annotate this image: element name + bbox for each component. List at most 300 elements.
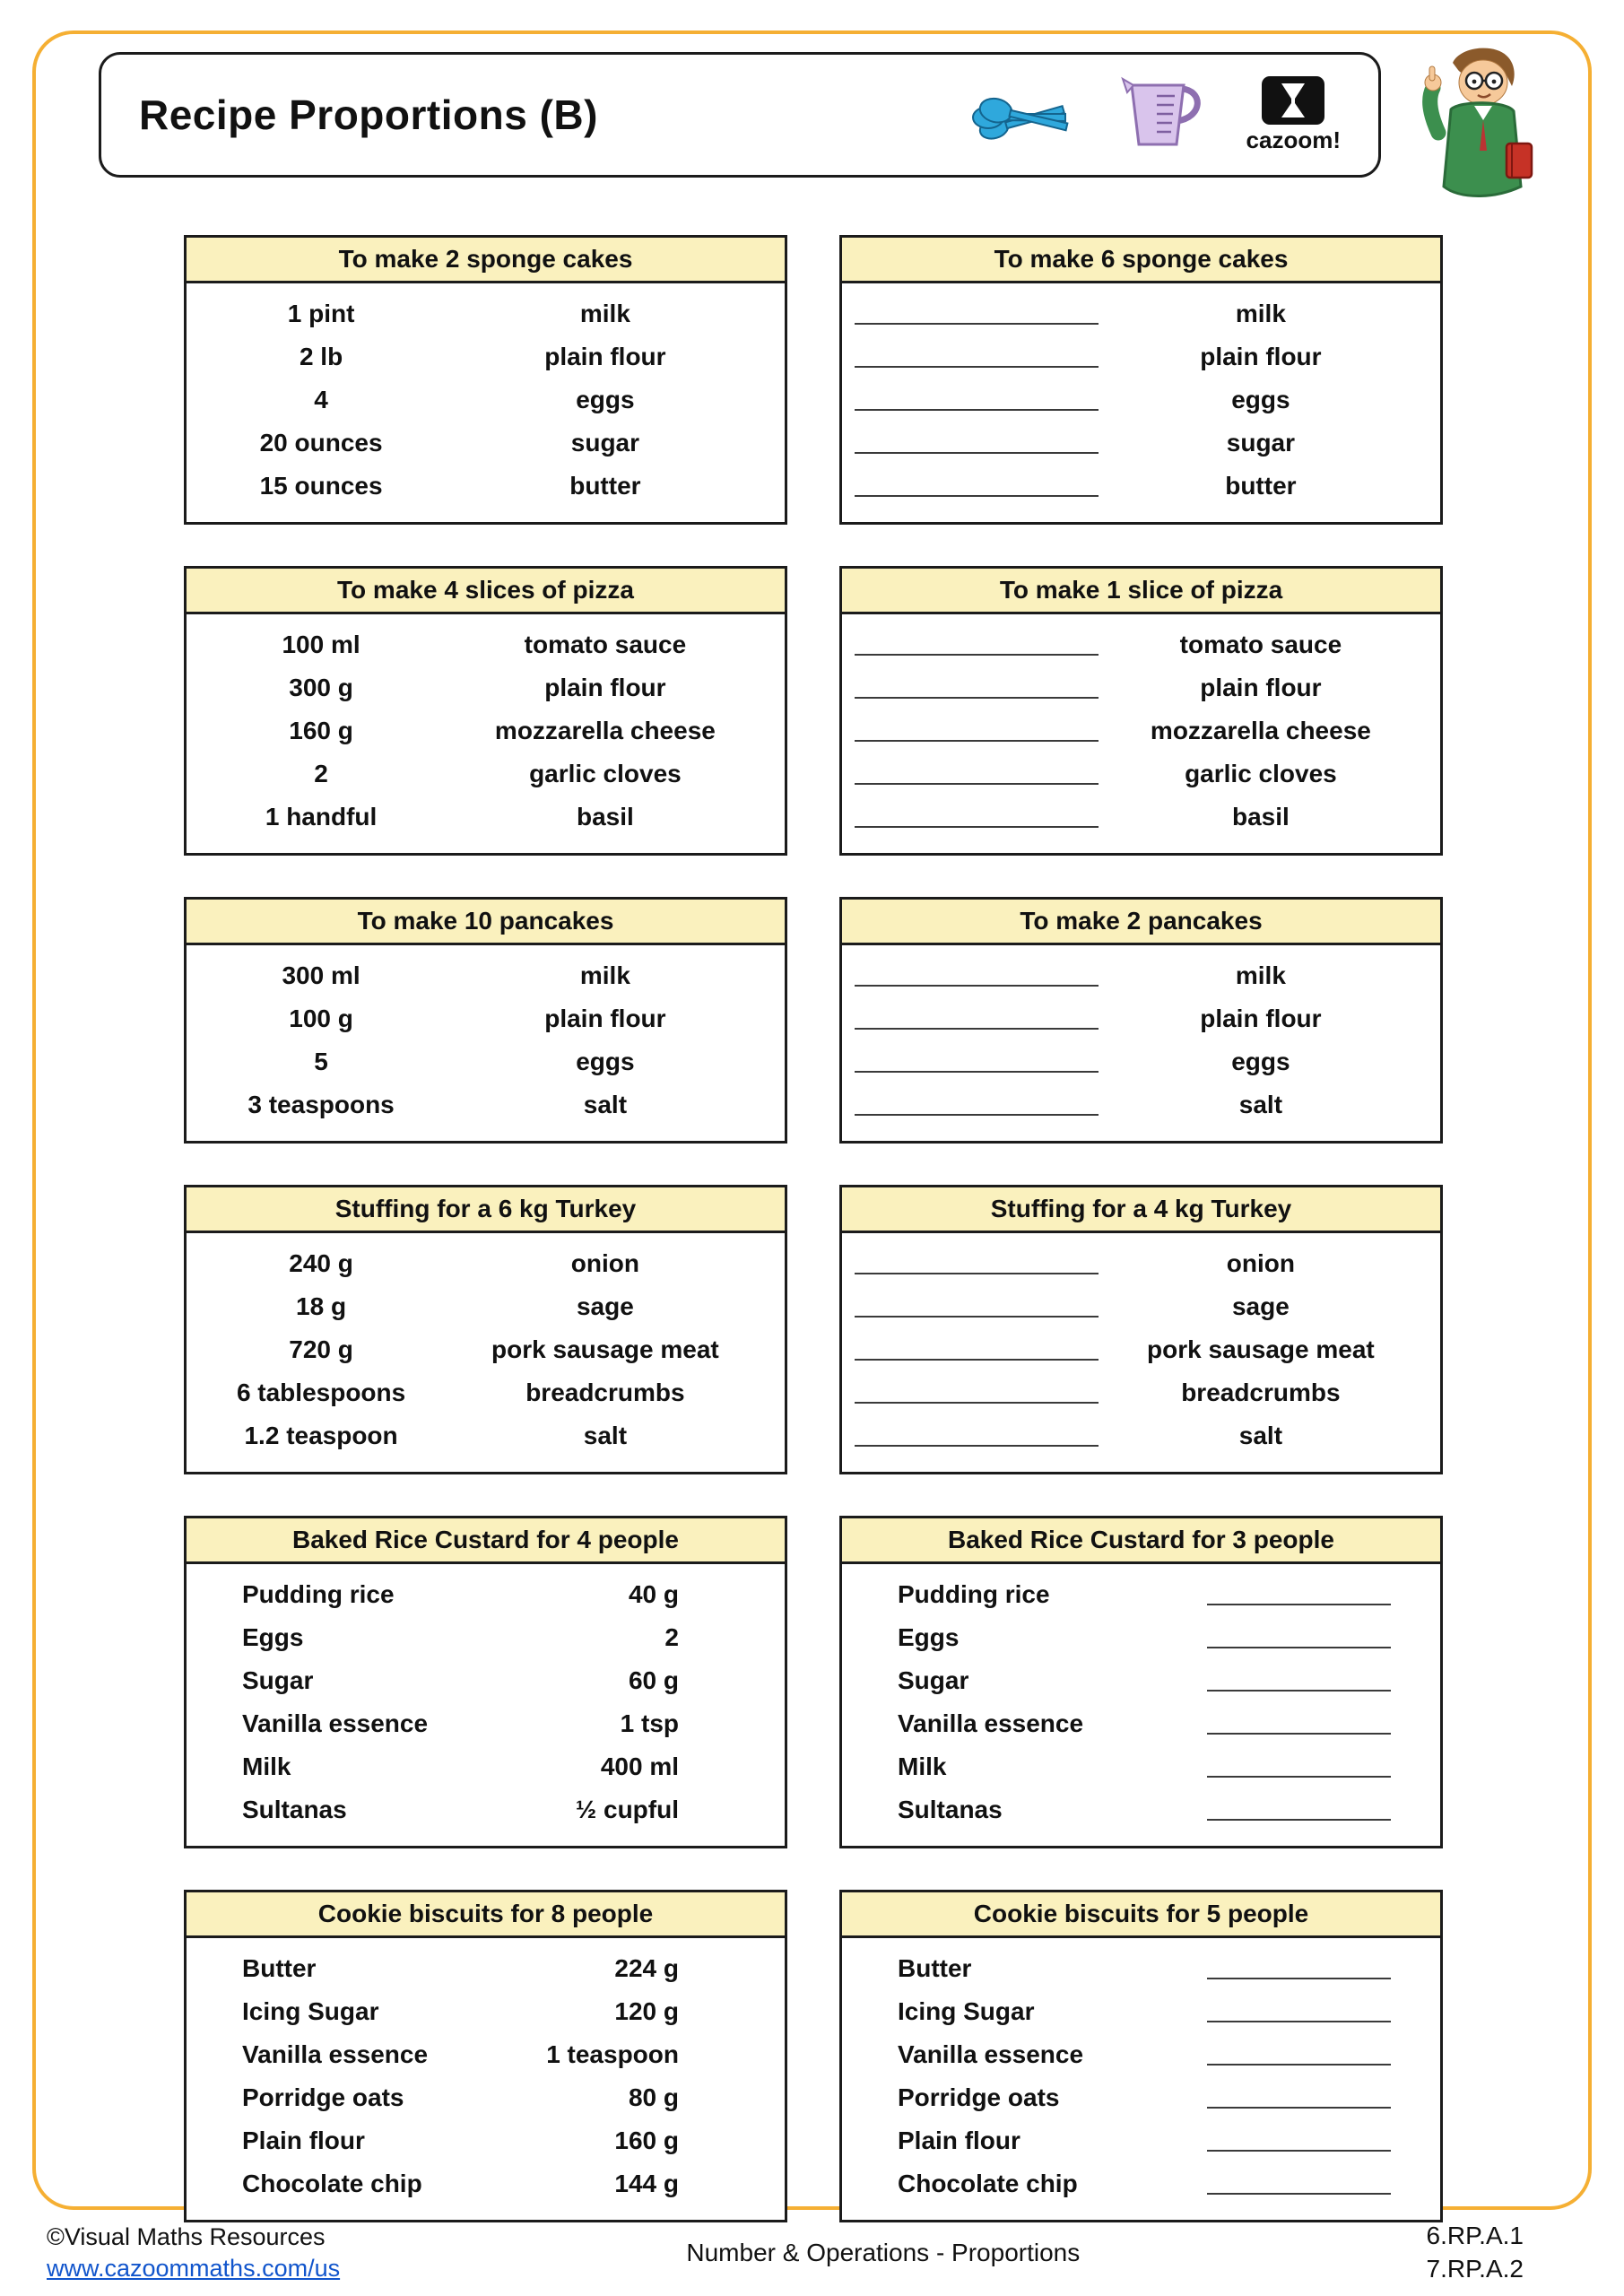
ingredient-name: onion (1226, 1249, 1295, 1277)
recipe-box-title: To make 4 slices of pizza (187, 569, 785, 614)
amount-cell (842, 1420, 1111, 1453)
amount-cell (971, 1952, 1440, 1986)
amount-value: 80 g (628, 2083, 679, 2111)
recipe-line (842, 1659, 1440, 1702)
amount-cell (1083, 1708, 1440, 1741)
amount-cell (842, 427, 1111, 460)
answer-blank[interactable] (855, 1377, 1099, 1404)
amount-value: 400 ml (600, 1752, 679, 1780)
recipe-box-title: To make 10 pancakes (187, 900, 785, 945)
amount-cell (187, 1004, 456, 1033)
recipe-line (187, 378, 785, 422)
ingredient-name: Sultanas (242, 1796, 347, 1823)
ingredient-name: Icing Sugar (242, 1997, 379, 2025)
recipe-line (187, 465, 785, 508)
ingredient-name: Milk (242, 1752, 291, 1780)
standard-code-1: 6.RP.A.1 (1426, 2222, 1524, 2250)
answer-blank[interactable] (855, 1046, 1099, 1073)
amount-cell (187, 386, 456, 414)
recipe-row (184, 897, 1443, 1144)
recipe-line (842, 1947, 1440, 1990)
amount-cell (842, 1248, 1111, 1281)
recipes-grid (184, 235, 1443, 2222)
amount-value: ½ cupful (575, 1796, 679, 1823)
ingredient-name: salt (1238, 1422, 1283, 1449)
recipe-box-title: Cookie biscuits for 8 people (187, 1892, 785, 1938)
recipe-box (839, 235, 1443, 525)
ingredient-name: plain flour (544, 674, 666, 701)
ingredient-name: Eggs (242, 1623, 304, 1651)
recipe-row (184, 1516, 1443, 1848)
recipe-line (842, 1328, 1440, 1371)
ingredient-name: milk (579, 961, 630, 989)
amount-value: 2 lb (299, 343, 343, 370)
recipe-line (187, 1040, 785, 1083)
cazoom-logo-text: cazoom! (1246, 126, 1341, 153)
recipe-line (842, 2119, 1440, 2162)
recipe-box-body (187, 1564, 785, 1846)
ingredient-name: Vanilla essence (242, 2040, 429, 2068)
recipe-line (842, 1745, 1440, 1788)
amount-value: 720 g (289, 1335, 353, 1363)
ingredient-name: Eggs (898, 1623, 960, 1651)
recipe-line (842, 997, 1440, 1040)
amount-cell (291, 1752, 785, 1781)
standards-codes (1427, 2220, 1524, 2285)
recipe-box (839, 566, 1443, 856)
recipe-line (187, 954, 785, 997)
recipe-line (842, 2033, 1440, 2076)
amount-value: 5 (314, 1048, 328, 1075)
amount-cell (1020, 2125, 1440, 2158)
ingredient-name: Icing Sugar (898, 1997, 1035, 2025)
recipe-line (842, 1702, 1440, 1745)
ingredient-name: plain flour (1200, 674, 1322, 701)
amount-cell (842, 1089, 1111, 1122)
answer-blank[interactable] (855, 341, 1099, 368)
amount-value: 120 g (614, 1997, 679, 2025)
amount-cell (842, 298, 1111, 331)
recipe-box-body (842, 283, 1440, 522)
amount-cell (187, 1378, 456, 1407)
recipe-line (187, 623, 785, 666)
recipe-line (187, 2162, 785, 2205)
recipe-box (184, 1185, 787, 1474)
recipe-line (842, 465, 1440, 508)
recipe-line (842, 1242, 1440, 1285)
recipe-box-title: Baked Rice Custard for 4 people (187, 1518, 785, 1564)
recipe-line (187, 2076, 785, 2119)
answer-blank[interactable] (1207, 1996, 1391, 2022)
amount-cell (842, 1291, 1111, 1324)
recipe-box (184, 1516, 787, 1848)
recipe-box-title: Baked Rice Custard for 3 people (842, 1518, 1440, 1564)
recipe-line (187, 1947, 785, 1990)
amount-cell (187, 760, 456, 788)
recipe-box (184, 897, 787, 1144)
recipe-box-body (187, 1938, 785, 2220)
measuring-spoons-icon (972, 78, 1080, 152)
recipe-box-body (187, 614, 785, 853)
recipe-box-body (187, 945, 785, 1141)
recipe-line (842, 1083, 1440, 1126)
recipe-box-title: To make 2 pancakes (842, 900, 1440, 945)
answer-blank[interactable] (855, 298, 1099, 325)
amount-cell (1050, 1578, 1440, 1612)
worksheet-header (99, 52, 1381, 178)
answer-blank[interactable] (855, 1248, 1099, 1274)
amount-cell (842, 1046, 1111, 1079)
amount-value: 300 ml (282, 961, 360, 989)
amount-value: 1 handful (265, 803, 378, 831)
amount-cell (1078, 2168, 1440, 2201)
amount-value: 15 ounces (259, 472, 383, 500)
recipe-box-title: Stuffing for a 4 kg Turkey (842, 1187, 1440, 1233)
amount-cell (187, 1249, 456, 1278)
amount-cell (187, 631, 456, 659)
header-icons (972, 74, 1341, 156)
amount-cell (316, 1954, 785, 1983)
recipe-line (187, 752, 785, 796)
answer-blank[interactable] (855, 384, 1099, 411)
ingredient-name: plain flour (544, 1004, 666, 1032)
ingredient-name: Milk (898, 1752, 947, 1780)
ingredient-name: milk (1235, 300, 1286, 327)
recipe-line (187, 666, 785, 709)
ingredient-name: Butter (898, 1954, 972, 1982)
ingredient-name: Sultanas (898, 1796, 1003, 1823)
answer-blank[interactable] (1207, 1578, 1391, 1605)
ingredient-name: butter (569, 472, 641, 500)
amount-cell (842, 629, 1111, 662)
recipe-line (842, 1616, 1440, 1659)
answer-blank[interactable] (1207, 1665, 1391, 1692)
amount-cell (187, 300, 456, 328)
ingredient-name: salt (1238, 1091, 1283, 1118)
ingredient-name: pork sausage meat (1147, 1335, 1375, 1363)
ingredient-name: mozzarella cheese (1150, 717, 1371, 744)
amount-value: 224 g (614, 1954, 679, 1982)
amount-value: 100 ml (282, 631, 360, 658)
recipe-box-title: Cookie biscuits for 5 people (842, 1892, 1440, 1938)
recipe-line (842, 666, 1440, 709)
ingredient-name: plain flour (1200, 343, 1322, 370)
recipe-line (187, 335, 785, 378)
recipe-box (184, 566, 787, 856)
footer (47, 2220, 1524, 2285)
recipe-line (187, 796, 785, 839)
answer-blank[interactable] (1207, 2039, 1391, 2066)
amount-cell (303, 1623, 785, 1652)
recipe-line (187, 997, 785, 1040)
amount-cell (842, 672, 1111, 705)
amount-cell (404, 2083, 785, 2112)
answer-blank[interactable] (855, 470, 1099, 497)
ingredient-name: sage (1231, 1292, 1290, 1320)
answer-blank[interactable] (855, 801, 1099, 828)
amount-value: 18 g (296, 1292, 347, 1320)
recipe-line (842, 752, 1440, 796)
recipe-box-body (842, 1233, 1440, 1472)
answer-blank[interactable] (1207, 2125, 1391, 2152)
amount-value: 1.2 teaspoon (244, 1422, 398, 1449)
amount-cell (187, 717, 456, 745)
amount-value: 1 pint (287, 300, 355, 327)
answer-blank[interactable] (855, 1420, 1099, 1447)
ingredient-name: garlic cloves (1185, 760, 1337, 787)
amount-cell (187, 1048, 456, 1076)
answer-blank[interactable] (1207, 1622, 1391, 1648)
amount-value: 4 (314, 386, 328, 413)
answer-blank[interactable] (1207, 1751, 1391, 1778)
ingredient-name: breadcrumbs (525, 1378, 685, 1406)
amount-cell (842, 1003, 1111, 1036)
amount-cell (842, 715, 1111, 748)
ingredient-name: mozzarella cheese (494, 717, 716, 744)
recipe-line (187, 2033, 785, 2076)
recipe-line (187, 1573, 785, 1616)
amount-cell (968, 1665, 1440, 1698)
amount-cell (946, 1751, 1440, 1784)
cazoom-logo-glyph (1261, 75, 1325, 126)
amount-value: 240 g (289, 1249, 353, 1277)
amount-cell (187, 961, 456, 990)
answer-blank[interactable] (1207, 2082, 1391, 2109)
recipe-box-body (842, 1564, 1440, 1846)
recipe-line (842, 796, 1440, 839)
recipe-line (187, 709, 785, 752)
amount-cell (187, 1091, 456, 1119)
recipe-box-title: Stuffing for a 6 kg Turkey (187, 1187, 785, 1233)
recipe-line (187, 1242, 785, 1285)
recipe-box-body (842, 945, 1440, 1141)
ingredient-name: Porridge oats (898, 2083, 1060, 2111)
amount-cell (395, 1580, 785, 1609)
recipe-line (187, 1788, 785, 1831)
recipe-line (187, 1702, 785, 1745)
amount-value: 160 g (614, 2126, 679, 2154)
amount-value: 2 (314, 760, 328, 787)
amount-cell (1034, 1996, 1440, 2029)
recipe-box-title: To make 2 sponge cakes (187, 238, 785, 283)
ingredient-name: Pudding rice (898, 1580, 1050, 1608)
recipe-line (842, 422, 1440, 465)
recipe-box-body (187, 283, 785, 522)
amount-cell (428, 2040, 785, 2069)
ingredient-name: butter (1225, 472, 1297, 500)
ingredient-name: Vanilla essence (898, 2040, 1084, 2068)
ingredient-name: onion (570, 1249, 639, 1277)
ingredient-name: eggs (1231, 386, 1290, 413)
amount-cell (1059, 2082, 1440, 2115)
amount-cell (187, 674, 456, 702)
ingredient-name: sage (576, 1292, 634, 1320)
ingredient-name: salt (583, 1422, 628, 1449)
answer-blank[interactable] (855, 715, 1099, 742)
amount-value: 1 tsp (620, 1709, 679, 1737)
recipe-line (842, 2162, 1440, 2205)
recipe-line (842, 378, 1440, 422)
ingredient-name: basil (576, 803, 634, 831)
page-title: Recipe Proportions (B) (139, 91, 598, 138)
ingredient-name: sugar (570, 429, 640, 457)
recipe-line (842, 954, 1440, 997)
answer-blank[interactable] (855, 1334, 1099, 1361)
recipe-line (187, 1990, 785, 2033)
ingredient-name: basil (1231, 803, 1290, 831)
recipe-box (839, 897, 1443, 1144)
ingredient-name: breadcrumbs (1181, 1378, 1341, 1406)
amount-cell (842, 341, 1111, 374)
ingredient-name: Porridge oats (242, 2083, 404, 2111)
recipe-box (839, 1185, 1443, 1474)
amount-cell (187, 343, 456, 371)
recipe-line (842, 709, 1440, 752)
ingredient-name: pork sausage meat (491, 1335, 719, 1363)
recipe-box-body (842, 614, 1440, 853)
answer-blank[interactable] (1207, 1952, 1391, 1979)
recipe-line (842, 335, 1440, 378)
amount-cell (428, 1709, 785, 1738)
amount-cell (313, 1666, 785, 1695)
recipe-row (184, 235, 1443, 525)
amount-cell (378, 1997, 785, 2026)
recipe-box (839, 1516, 1443, 1848)
answer-blank[interactable] (855, 1089, 1099, 1116)
footer-topic: Number & Operations - Proportions (686, 2238, 1081, 2266)
amount-cell (1003, 1794, 1440, 1827)
amount-cell (365, 2126, 785, 2155)
amount-cell (187, 803, 456, 831)
recipe-line (187, 422, 785, 465)
ingredient-name: Vanilla essence (898, 1709, 1084, 1737)
answer-blank[interactable] (1207, 2168, 1391, 2195)
amount-cell (842, 801, 1111, 834)
teacher-character (1401, 43, 1549, 236)
amount-cell (842, 384, 1111, 417)
amount-cell (842, 470, 1111, 503)
answer-blank[interactable] (855, 672, 1099, 699)
recipe-line (187, 1083, 785, 1126)
answer-blank[interactable] (1207, 1708, 1391, 1735)
answer-blank[interactable] (855, 758, 1099, 785)
ingredient-name: eggs (1231, 1048, 1290, 1075)
amount-cell (187, 1335, 456, 1364)
amount-value: 1 teaspoon (546, 2040, 679, 2068)
ingredient-name: Sugar (898, 1666, 969, 1694)
ingredient-name: Vanilla essence (242, 1709, 429, 1737)
recipe-box-body (187, 1233, 785, 1472)
ingredient-name: milk (579, 300, 630, 327)
recipe-box-title: To make 6 sponge cakes (842, 238, 1440, 283)
amount-cell (187, 1422, 456, 1450)
ingredient-name: plain flour (544, 343, 666, 370)
recipe-box-title: To make 1 slice of pizza (842, 569, 1440, 614)
recipe-line (187, 1659, 785, 1702)
recipe-line (187, 2119, 785, 2162)
cazoom-logo (1246, 75, 1341, 154)
amount-value: 144 g (614, 2170, 679, 2197)
ingredient-name: Chocolate chip (898, 2170, 1078, 2197)
amount-value: 60 g (628, 1666, 679, 1694)
recipe-line (187, 1371, 785, 1414)
recipe-line (842, 292, 1440, 335)
ingredient-name: garlic cloves (529, 760, 682, 787)
recipe-line (842, 2076, 1440, 2119)
amount-value: 6 tablespoons (236, 1378, 406, 1406)
ingredient-name: Plain flour (242, 2126, 365, 2154)
recipe-line (187, 1285, 785, 1328)
website-link[interactable]: www.cazoommaths.com/us (47, 2254, 341, 2282)
ingredient-name: Pudding rice (242, 1580, 395, 1608)
ingredient-name: Butter (242, 1954, 317, 1982)
ingredient-name: Plain flour (898, 2126, 1020, 2154)
amount-value: 3 teaspoons (248, 1091, 395, 1118)
recipe-box (184, 1890, 787, 2222)
amount-cell (187, 1292, 456, 1321)
recipe-row (184, 566, 1443, 856)
ingredient-name: Sugar (242, 1666, 314, 1694)
recipe-line (842, 623, 1440, 666)
recipe-box (184, 235, 787, 525)
recipe-line (187, 1328, 785, 1371)
amount-value: 100 g (289, 1004, 353, 1032)
answer-blank[interactable] (855, 427, 1099, 454)
amount-cell (842, 1334, 1111, 1367)
amount-cell (842, 960, 1111, 993)
measuring-jug-icon (1119, 74, 1207, 156)
ingredient-name: eggs (576, 386, 635, 413)
recipe-line (842, 1573, 1440, 1616)
ingredient-name: milk (1235, 961, 1286, 989)
amount-value: 300 g (289, 674, 353, 701)
amount-cell (347, 1796, 785, 1824)
recipe-line (842, 1285, 1440, 1328)
ingredient-name: eggs (576, 1048, 635, 1075)
answer-blank[interactable] (855, 1291, 1099, 1318)
amount-cell (1083, 2039, 1440, 2072)
amount-cell (842, 758, 1111, 791)
amount-cell (187, 472, 456, 500)
recipe-line (187, 292, 785, 335)
answer-blank[interactable] (855, 1003, 1099, 1030)
amount-cell (959, 1622, 1440, 1655)
recipe-line (842, 1788, 1440, 1831)
recipe-line (187, 1414, 785, 1457)
answer-blank[interactable] (855, 629, 1099, 656)
answer-blank[interactable] (1207, 1794, 1391, 1821)
worksheet-content (63, 52, 1561, 2264)
recipe-line (842, 1040, 1440, 1083)
copyright-text: ©Visual Maths Resources (47, 2222, 326, 2250)
standard-code-2: 7.RP.A.2 (1426, 2254, 1524, 2283)
amount-value: 160 g (289, 717, 353, 744)
ingredient-name: plain flour (1200, 1004, 1322, 1032)
answer-blank[interactable] (855, 960, 1099, 987)
amount-value: 2 (664, 1623, 679, 1651)
ingredient-name: Chocolate chip (242, 2170, 422, 2197)
amount-value: 20 ounces (259, 429, 383, 457)
recipe-line (842, 1371, 1440, 1414)
ingredient-name: salt (583, 1091, 628, 1118)
ingredient-name: tomato sauce (1179, 631, 1342, 658)
recipe-line (187, 1745, 785, 1788)
recipe-box-body (842, 1938, 1440, 2220)
recipe-line (842, 1414, 1440, 1457)
amount-cell (842, 1377, 1111, 1410)
amount-cell (422, 2170, 785, 2198)
recipe-row (184, 1890, 1443, 2222)
